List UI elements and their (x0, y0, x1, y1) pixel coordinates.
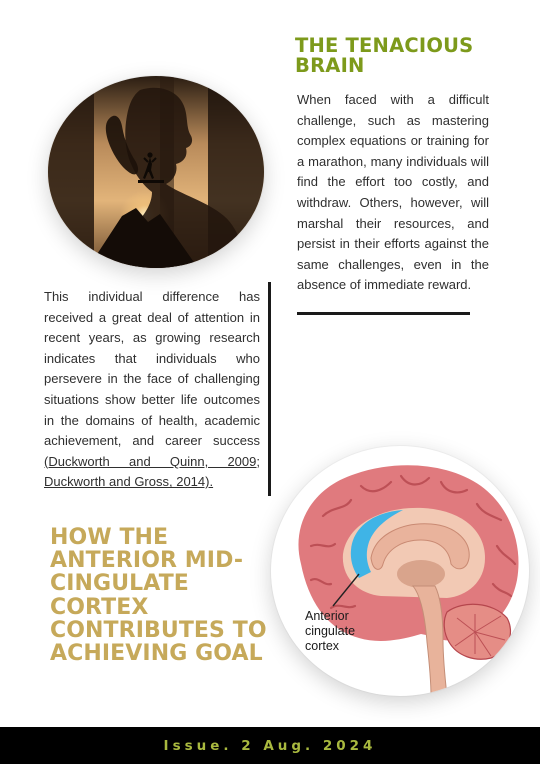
body-paragraph (44, 287, 260, 493)
brain-label-line1: Anterior (305, 609, 349, 623)
silhouette-photo (48, 76, 264, 268)
silhouette-photo-art (48, 76, 264, 268)
brain-label-line2: cingulate (305, 624, 356, 638)
brain-diagram (271, 446, 529, 696)
intro-paragraph: When faced with a difficult challenge, such as mastering complex equations or training for a marathon, many individuals will find the effort too costly, and withdraw. Others, however, will marshal their resources, and persist in their efforts against the same challenges, even in the absence of immediate reward. (297, 92, 489, 293)
section-title: HOW THE ANTERIOR MID-CINGULATE CORTEX CONTRIBUTES TO ACHIEVING GOAL (50, 525, 267, 667)
body-text: This individual difference has received a great deal of attention in recent years, as growing research indicates that individuals who persevere in the face of challenging situations show better life outcomes in the domains of health, academic achievement, and career success (44, 289, 260, 449)
citation-link[interactable]: (Duckworth and Quinn, 2009; Duckworth and Gross, 2014). (44, 453, 260, 490)
body-divider-line (268, 282, 271, 496)
footer-bar (0, 727, 540, 764)
article-title: THE TENACIOUS BRAIN (295, 34, 474, 77)
brain-label-line3: cortex (305, 639, 340, 653)
issue-label: Issue. 2 Aug. 2024 (163, 737, 377, 754)
brain-illustration (271, 446, 529, 696)
intro-underline (297, 312, 470, 315)
